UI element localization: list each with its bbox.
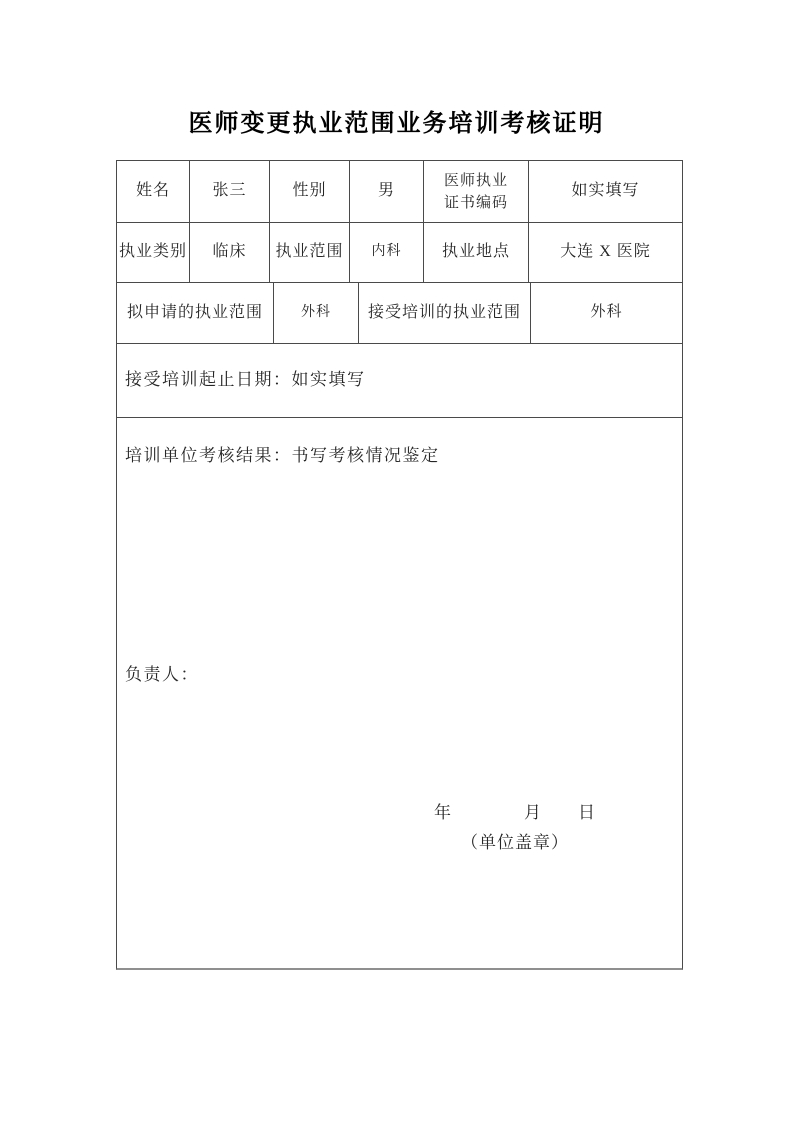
manager-label: 负责人： (125, 665, 199, 684)
assessment-result-cell (117, 418, 682, 968)
gender-value: 男 (350, 161, 424, 222)
certificate-table (116, 160, 683, 970)
cert-code-label (424, 161, 529, 222)
cert-code-label-line2: 证书编码 (443, 194, 508, 211)
practice-category-label: 执业类别 (117, 223, 190, 282)
table-row (117, 418, 682, 968)
proposed-scope-value: 外科 (274, 283, 359, 343)
training-period-text: 接受培训起止日期：如实填写 (125, 370, 366, 390)
table-row (117, 223, 682, 283)
gender-label: 性别 (270, 161, 350, 222)
practice-category-value: 临床 (190, 223, 270, 282)
cert-code-value: 如实填写 (571, 182, 640, 200)
seal-line: （单位盖章） (461, 833, 569, 852)
page-title: 医师变更执业范围业务培训考核证明 (188, 110, 605, 137)
practice-scope-value: 内科 (350, 223, 424, 282)
name-value: 张三 (190, 161, 270, 222)
practice-location-label: 执业地点 (424, 223, 529, 282)
training-scope-label: 接受培训的执业范围 (359, 283, 531, 343)
date-line: 年 月 日 (434, 803, 596, 822)
training-scope-value: 外科 (590, 304, 623, 321)
table-row (117, 161, 682, 223)
cert-code-label-line1: 医师执业 (443, 172, 508, 189)
table-row (117, 283, 682, 344)
proposed-scope-label: 拟申请的执业范围 (117, 283, 274, 343)
date-seal-block (434, 798, 596, 858)
assessment-result-text: 培训单位考核结果：书写考核情况鉴定 (125, 446, 440, 465)
practice-location-value: 大连 X 医院 (560, 243, 651, 261)
name-label: 姓名 (117, 161, 190, 222)
table-row (117, 344, 682, 418)
practice-scope-label: 执业范围 (270, 223, 350, 282)
